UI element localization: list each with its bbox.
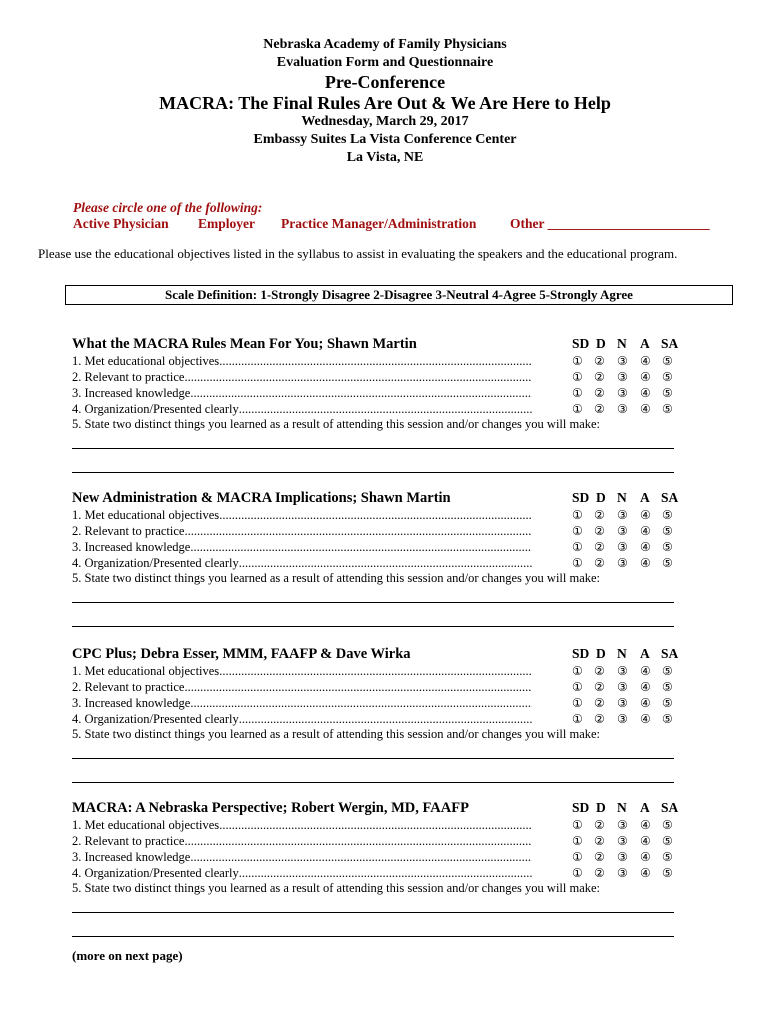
rating-option-3[interactable]: ③ [617, 540, 628, 554]
rating-option-1[interactable]: ① [572, 402, 583, 416]
leader-dots [190, 385, 532, 401]
objective-label: 1. Met educational objectives [72, 664, 220, 678]
objective-row [72, 369, 532, 385]
scale-label-d: D [596, 646, 606, 661]
leader-dots [184, 369, 532, 385]
open-question: 5. State two distinct things you learned as a result of attending this session and/or changes you will make: [72, 571, 601, 585]
rating-option-1[interactable]: ① [572, 556, 583, 570]
objective-row [72, 539, 532, 555]
objective-row [72, 865, 532, 881]
rating-option-3[interactable]: ③ [617, 696, 628, 710]
rating-option-3[interactable]: ③ [617, 508, 628, 522]
rating-option-2[interactable]: ② [594, 386, 605, 400]
objective-label: 3. Increased knowledge [72, 850, 191, 864]
scale-label-sa: SA [661, 336, 679, 351]
rating-option-2[interactable]: ② [594, 370, 605, 384]
objective-row [72, 555, 532, 571]
leader-dots [219, 353, 532, 369]
answer-line[interactable] [72, 912, 674, 913]
objective-label: 3. Increased knowledge [72, 540, 191, 554]
leader-dots [184, 833, 532, 849]
answer-line[interactable] [72, 936, 674, 937]
rating-option-5[interactable]: ⑤ [662, 834, 673, 848]
leader-dots [190, 695, 532, 711]
rating-option-4[interactable]: ④ [640, 818, 651, 832]
rating-option-2[interactable]: ② [594, 850, 605, 864]
objective-label: 1. Met educational objectives [72, 818, 220, 832]
leader-dots [184, 523, 532, 539]
role-option-physician[interactable]: Active Physician [73, 216, 169, 231]
rating-option-5[interactable]: ⑤ [662, 818, 673, 832]
rating-option-5[interactable]: ⑤ [662, 664, 673, 678]
rating-option-5[interactable]: ⑤ [662, 402, 673, 416]
scale-label-d: D [596, 490, 606, 505]
open-question: 5. State two distinct things you learned as a result of attending this session and/or changes you will make: [72, 881, 601, 895]
role-option-employer[interactable]: Employer [198, 216, 255, 231]
rating-option-2[interactable]: ② [594, 834, 605, 848]
leader-dots [219, 817, 532, 833]
leader-dots [239, 555, 532, 571]
objective-row [72, 507, 532, 523]
scale-label-d: D [596, 800, 606, 815]
leader-dots [190, 849, 532, 865]
event-city: La Vista, NE [346, 150, 424, 165]
rating-option-1[interactable]: ① [572, 508, 583, 522]
rating-option-5[interactable]: ⑤ [662, 508, 673, 522]
leader-dots [239, 711, 532, 727]
objective-label: 3. Increased knowledge [72, 386, 191, 400]
rating-option-5[interactable]: ⑤ [662, 370, 673, 384]
rating-option-4[interactable]: ④ [640, 508, 651, 522]
answer-line[interactable] [72, 758, 674, 759]
scale-label-a: A [640, 490, 650, 505]
rating-option-5[interactable]: ⑤ [662, 680, 673, 694]
rating-option-3[interactable]: ③ [617, 866, 628, 880]
rating-option-2[interactable]: ② [594, 508, 605, 522]
rating-option-1[interactable]: ① [572, 696, 583, 710]
rating-option-4[interactable]: ④ [640, 354, 651, 368]
scale-label-sa: SA [661, 490, 679, 505]
rating-option-5[interactable]: ⑤ [662, 524, 673, 538]
rating-option-5[interactable]: ⑤ [662, 354, 673, 368]
rating-option-3[interactable]: ③ [617, 402, 628, 416]
event-type: Pre-Conference [324, 72, 446, 92]
objective-label: 4. Organization/Presented clearly [72, 556, 239, 570]
session-title: CPC Plus; Debra Esser, MMM, FAAFP & Dave Wirka [72, 646, 411, 662]
rating-option-2[interactable]: ② [594, 696, 605, 710]
open-question: 5. State two distinct things you learned as a result of attending this session and/or changes you will make: [72, 417, 601, 431]
rating-option-3[interactable]: ③ [617, 664, 628, 678]
rating-option-3[interactable]: ③ [617, 370, 628, 384]
event-venue: Embassy Suites La Vista Conference Center [253, 132, 517, 147]
objective-label: 1. Met educational objectives [72, 354, 220, 368]
scale-definition: Scale Definition: 1-Strongly Disagree 2-Disagree 3-Neutral 4-Agree 5-Strongly Agree [65, 285, 733, 305]
leader-dots [219, 507, 532, 523]
leader-dots [184, 679, 532, 695]
objective-label: 4. Organization/Presented clearly [72, 712, 239, 726]
rating-option-2[interactable]: ② [594, 402, 605, 416]
answer-line[interactable] [72, 472, 674, 473]
objective-row [72, 817, 532, 833]
objective-row [72, 711, 532, 727]
objective-row [72, 833, 532, 849]
scale-label-n: N [617, 646, 627, 661]
session-title: What the MACRA Rules Mean For You; Shawn Martin [72, 336, 417, 352]
objective-label: 2. Relevant to practice [72, 370, 185, 384]
rating-option-2[interactable]: ② [594, 354, 605, 368]
rating-option-1[interactable]: ① [572, 866, 583, 880]
rating-option-4[interactable]: ④ [640, 370, 651, 384]
leader-dots [190, 539, 532, 555]
rating-option-3[interactable]: ③ [617, 556, 628, 570]
objective-label: 2. Relevant to practice [72, 834, 185, 848]
scale-label-a: A [640, 336, 650, 351]
rating-option-5[interactable]: ⑤ [662, 540, 673, 554]
leader-dots [219, 663, 532, 679]
scale-label-sd: SD [572, 336, 590, 351]
objective-row [72, 401, 532, 417]
rating-option-5[interactable]: ⑤ [662, 850, 673, 864]
rating-option-2[interactable]: ② [594, 556, 605, 570]
scale-label-sd: SD [572, 646, 590, 661]
rating-option-4[interactable]: ④ [640, 386, 651, 400]
rating-option-3[interactable]: ③ [617, 834, 628, 848]
session-title: MACRA: A Nebraska Perspective; Robert Wergin, MD, FAAFP [72, 800, 469, 816]
instructions-text: Please use the educational objectives listed in the syllabus to assist in evaluating the speakers and the educational program. [38, 246, 678, 261]
role-option-practice-manager[interactable]: Practice Manager/Administration [281, 216, 477, 231]
scale-label-sa: SA [661, 800, 679, 815]
objective-label: 2. Relevant to practice [72, 524, 185, 538]
rating-option-5[interactable]: ⑤ [662, 712, 673, 726]
rating-option-4[interactable]: ④ [640, 834, 651, 848]
scale-label-sa: SA [661, 646, 679, 661]
objective-row [72, 353, 532, 369]
rating-option-1[interactable]: ① [572, 712, 583, 726]
rating-option-4[interactable]: ④ [640, 664, 651, 678]
rating-option-5[interactable]: ⑤ [662, 386, 673, 400]
objective-label: 3. Increased knowledge [72, 696, 191, 710]
answer-line[interactable] [72, 626, 674, 627]
rating-option-1[interactable]: ① [572, 540, 583, 554]
session-title: New Administration & MACRA Implications; Shawn Martin [72, 490, 451, 506]
rating-option-3[interactable]: ③ [617, 850, 628, 864]
objective-row [72, 679, 532, 695]
objective-row [72, 385, 532, 401]
answer-line[interactable] [72, 782, 674, 783]
objective-label: 4. Organization/Presented clearly [72, 866, 239, 880]
rating-option-2[interactable]: ② [594, 712, 605, 726]
rating-option-4[interactable]: ④ [640, 696, 651, 710]
rating-option-3[interactable]: ③ [617, 680, 628, 694]
rating-option-4[interactable]: ④ [640, 540, 651, 554]
scale-label-a: A [640, 646, 650, 661]
rating-option-1[interactable]: ① [572, 370, 583, 384]
rating-option-2[interactable]: ② [594, 540, 605, 554]
rating-option-1[interactable]: ① [572, 680, 583, 694]
rating-option-2[interactable]: ② [594, 524, 605, 538]
rating-option-4[interactable]: ④ [640, 680, 651, 694]
scale-label-a: A [640, 800, 650, 815]
rating-option-3[interactable]: ③ [617, 354, 628, 368]
rating-option-4[interactable]: ④ [640, 712, 651, 726]
rating-option-4[interactable]: ④ [640, 866, 651, 880]
rating-option-4[interactable]: ④ [640, 556, 651, 570]
objective-row [72, 849, 532, 865]
answer-line[interactable] [72, 448, 674, 449]
rating-option-3[interactable]: ③ [617, 524, 628, 538]
scale-label-n: N [617, 800, 627, 815]
rating-option-4[interactable]: ④ [640, 850, 651, 864]
objective-row [72, 523, 532, 539]
rating-option-5[interactable]: ⑤ [662, 556, 673, 570]
rating-option-2[interactable]: ② [594, 818, 605, 832]
scale-label-n: N [617, 490, 627, 505]
rating-option-1[interactable]: ① [572, 386, 583, 400]
rating-option-3[interactable]: ③ [617, 712, 628, 726]
rating-option-4[interactable]: ④ [640, 402, 651, 416]
scale-label-sd: SD [572, 490, 590, 505]
org-name: Nebraska Academy of Family Physicians [263, 37, 507, 52]
rating-option-1[interactable]: ① [572, 664, 583, 678]
scale-label-sd: SD [572, 800, 590, 815]
rating-option-1[interactable]: ① [572, 524, 583, 538]
objective-row [72, 695, 532, 711]
scale-label-n: N [617, 336, 627, 351]
answer-line[interactable] [72, 602, 674, 603]
rating-option-1[interactable]: ① [572, 850, 583, 864]
rating-option-1[interactable]: ① [572, 834, 583, 848]
objective-label: 1. Met educational objectives [72, 508, 220, 522]
rating-option-4[interactable]: ④ [640, 524, 651, 538]
role-prompt: Please circle one of the following: [73, 200, 263, 215]
rating-option-1[interactable]: ① [572, 354, 583, 368]
rating-option-2[interactable]: ② [594, 664, 605, 678]
event-date: Wednesday, March 29, 2017 [301, 114, 469, 129]
more-on-next-page: (more on next page) [72, 948, 183, 963]
leader-dots [239, 401, 532, 417]
role-option-other[interactable]: Other ________________________ [510, 216, 710, 231]
rating-option-3[interactable]: ③ [617, 818, 628, 832]
rating-option-1[interactable]: ① [572, 818, 583, 832]
objective-label: 4. Organization/Presented clearly [72, 402, 239, 416]
rating-option-5[interactable]: ⑤ [662, 696, 673, 710]
leader-dots [239, 865, 532, 881]
objective-label: 2. Relevant to practice [72, 680, 185, 694]
event-title: MACRA: The Final Rules Are Out & We Are Here to Help [159, 93, 611, 113]
rating-option-2[interactable]: ② [594, 680, 605, 694]
rating-option-5[interactable]: ⑤ [662, 866, 673, 880]
open-question: 5. State two distinct things you learned as a result of attending this session and/or changes you will make: [72, 727, 601, 741]
objective-row [72, 663, 532, 679]
form-title: Evaluation Form and Questionnaire [276, 55, 494, 70]
scale-label-d: D [596, 336, 606, 351]
rating-option-3[interactable]: ③ [617, 386, 628, 400]
rating-option-2[interactable]: ② [594, 866, 605, 880]
